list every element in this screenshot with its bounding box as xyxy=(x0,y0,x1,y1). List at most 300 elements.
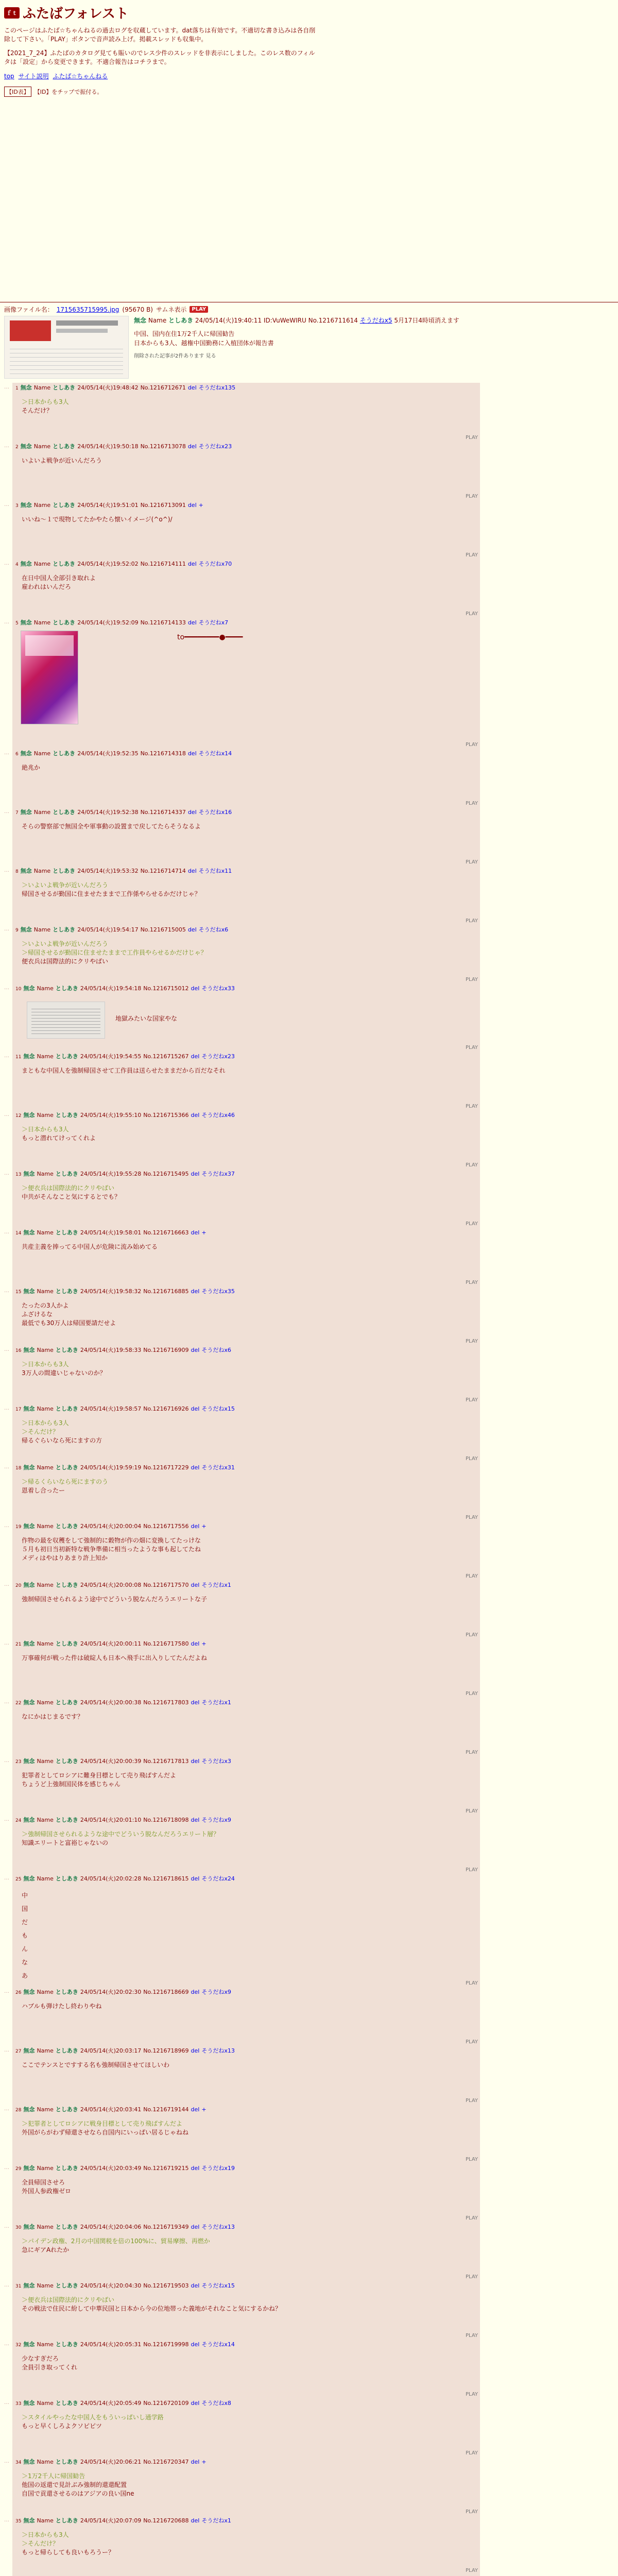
reply-gutter: … xyxy=(4,1112,9,1117)
reply-name-label: 無念 xyxy=(20,619,32,626)
reply-no[interactable]: No.1216719998 xyxy=(143,2341,189,2348)
reply-no[interactable]: No.1216720347 xyxy=(143,2459,189,2465)
reply-play-button[interactable]: PLAY xyxy=(465,1397,478,1403)
reply-del-link[interactable]: del xyxy=(191,1229,200,1236)
op-message-1: 中国、国内在住1万2千人に帰国勧告 xyxy=(134,330,235,337)
reply-gutter: … xyxy=(4,1229,9,1235)
reply-play-button[interactable]: PLAY xyxy=(465,2568,478,2573)
reply-del-link[interactable]: del xyxy=(191,1523,200,1530)
reply-del-link[interactable]: del xyxy=(191,1171,200,1177)
reply xyxy=(4,2163,614,2222)
reply-body xyxy=(22,1125,477,1143)
reply-text: 全員帰国させろ 外国人参政権ゼロ xyxy=(22,2179,72,2195)
reply-no[interactable]: No.1216718615 xyxy=(143,1875,189,1882)
reply xyxy=(4,1639,614,1698)
reply-box xyxy=(12,749,480,807)
reply-date: 24/05/14(火)20:00:11 xyxy=(80,1640,142,1647)
reply-number: 1 xyxy=(15,386,19,391)
reply-sodane[interactable]: そうだねx33 xyxy=(201,985,235,992)
reply-image[interactable] xyxy=(27,1002,105,1039)
reply-sodane[interactable]: そうだねx6 xyxy=(201,1347,231,1353)
reply-no[interactable]: No.1216716885 xyxy=(143,1288,189,1295)
reply-body xyxy=(22,1478,477,1495)
reply-play-button[interactable]: PLAY xyxy=(465,435,478,440)
reply-name: Name xyxy=(37,2400,54,2406)
reply-box xyxy=(12,1521,480,1580)
reply-text: 帰国させるが勤国に住ませたままで工作係やらせるかだけじゃ？ xyxy=(22,890,201,897)
reply-play-button[interactable]: PLAY xyxy=(465,1573,478,1579)
reply-play-button[interactable]: PLAY xyxy=(465,1104,478,1109)
reply-header xyxy=(15,560,477,569)
reply xyxy=(4,749,614,807)
reply xyxy=(4,2046,614,2105)
reply-date: 24/05/14(火)20:05:31 xyxy=(80,2341,142,2348)
reply-no[interactable]: No.1216714133 xyxy=(140,619,186,626)
reply-del-link[interactable]: del xyxy=(187,561,197,567)
reply-header xyxy=(15,501,477,510)
reply-sodane[interactable]: そうだねx11 xyxy=(198,868,232,874)
reply-sodane[interactable]: そうだねx3 xyxy=(201,1758,231,1765)
reply-del-link[interactable]: del xyxy=(187,443,197,450)
reply-name: Name xyxy=(37,2106,54,2113)
reply-no[interactable]: No.1216714111 xyxy=(140,561,186,567)
reply-play-button[interactable]: PLAY xyxy=(465,918,478,924)
reply-play-button[interactable]: PLAY xyxy=(465,2157,478,2162)
reply xyxy=(4,383,614,442)
reply-del-link[interactable]: del xyxy=(191,1112,200,1118)
reply-del-link[interactable]: del xyxy=(191,2459,200,2465)
reply-name-label: 無念 xyxy=(20,868,32,874)
reply-sodane[interactable]: そうだねx24 xyxy=(201,1875,235,1882)
reply-body xyxy=(22,764,477,772)
reply-del-link[interactable]: del xyxy=(191,1288,200,1295)
reply-text: 絶兆か xyxy=(22,764,41,771)
reply-body xyxy=(22,1419,477,1445)
reply-play-button[interactable]: PLAY xyxy=(465,1632,478,1638)
reply-del-link[interactable]: del xyxy=(191,1758,200,1765)
reply-del-link[interactable]: del xyxy=(191,985,200,992)
reply xyxy=(4,2457,614,2516)
reply-sodane[interactable]: そうだねx23 xyxy=(201,1053,235,1060)
reply-number: 9 xyxy=(15,928,19,933)
reply-play-button[interactable]: PLAY xyxy=(465,2450,478,2456)
nav-top-link[interactable]: top xyxy=(4,73,14,80)
reply-no[interactable]: No.1216716926 xyxy=(143,1405,189,1412)
reply-no[interactable]: No.1216715267 xyxy=(143,1053,189,1060)
reply-play-button[interactable]: PLAY xyxy=(465,742,478,748)
reply-play-button[interactable]: PLAY xyxy=(465,1162,478,1168)
reply xyxy=(4,2340,614,2398)
reply-sodane[interactable]: そうだねx23 xyxy=(198,443,232,450)
op-sodane[interactable]: そうだねx5 xyxy=(359,317,392,324)
reply-sodane[interactable]: そうだねx1 xyxy=(201,1582,231,1588)
reply-text: 強制帰国させられるよう途中でどういう脱なんだろうエリートな子 xyxy=(22,1596,208,1603)
op-image[interactable] xyxy=(4,316,129,379)
reply-del-link[interactable]: del xyxy=(191,1875,200,1882)
reply-sodane[interactable]: そうだねx9 xyxy=(201,1817,231,1823)
reply-play-button[interactable]: PLAY xyxy=(465,2333,478,2338)
reply-sodane[interactable]: そうだねx9 xyxy=(201,1989,231,1995)
reply-sodane[interactable]: そうだねx6 xyxy=(198,926,229,933)
reply-play-button[interactable]: PLAY xyxy=(465,1280,478,1285)
reply-play-button[interactable]: PLAY xyxy=(465,2509,478,2515)
reply-del-link[interactable]: del xyxy=(191,1347,200,1353)
reply-name-label: 無念 xyxy=(20,561,32,567)
reply-box xyxy=(12,866,480,925)
reply-text: 急にギアAれたか xyxy=(22,2246,70,2253)
reply xyxy=(4,1169,614,1228)
reply-name-label: 無念 xyxy=(23,1347,35,1353)
reply-name: Name xyxy=(37,2282,54,2289)
reply-del-link[interactable]: del xyxy=(187,809,197,816)
reply-date: 24/05/14(火)19:54:17 xyxy=(77,926,139,933)
reply-no[interactable]: No.1216720109 xyxy=(143,2400,189,2406)
reply xyxy=(4,1345,614,1404)
reply-sodane[interactable]: そうだねx46 xyxy=(201,1112,235,1118)
reply-del-link[interactable]: del xyxy=(191,2341,200,2348)
reply-text: もっと早くしろよクソピピツ xyxy=(22,2422,102,2430)
reply-del-link[interactable]: del xyxy=(187,619,197,626)
reply-gutter: … xyxy=(4,2282,9,2288)
reply-header xyxy=(15,1170,477,1179)
site-title: ふたばフォレスト xyxy=(23,6,129,22)
reply-del-link[interactable]: del xyxy=(191,1640,200,1647)
reply-sodane[interactable]: + xyxy=(201,1229,207,1236)
reply-name: Name xyxy=(37,1989,54,1995)
reply-no[interactable]: No.1216714714 xyxy=(140,868,186,874)
reply-play-button[interactable]: PLAY xyxy=(465,1808,478,1814)
reply-user: としあき xyxy=(53,502,76,509)
reply-number: 31 xyxy=(15,2284,22,2289)
reply-name-label: 無念 xyxy=(23,1405,35,1412)
reply-play-button[interactable]: PLAY xyxy=(465,2215,478,2221)
reply-body xyxy=(22,1830,477,1848)
op-user: としあき xyxy=(168,317,194,324)
reply-name-label: 無念 xyxy=(23,1875,35,1882)
file-link[interactable]: 1715635715995.jpg xyxy=(56,306,119,313)
reply-gutter: … xyxy=(4,985,9,991)
reply-sodane[interactable]: そうだねx16 xyxy=(198,809,232,816)
reply-no[interactable]: No.1216713078 xyxy=(140,443,186,450)
reply-no[interactable]: No.1216715012 xyxy=(143,985,189,992)
reply-play-button[interactable]: PLAY xyxy=(465,1338,478,1344)
reply-quote: ＞スタイルやったな中国人をもういっぱいし通学路 xyxy=(22,2414,164,2421)
reply-name: Name xyxy=(37,2047,54,2054)
reply xyxy=(4,2105,614,2163)
reply-header xyxy=(15,926,477,935)
reply-number: 11 xyxy=(15,1055,22,1060)
reply-play-button[interactable]: PLAY xyxy=(465,2274,478,2280)
reply-user: としあき xyxy=(55,2282,78,2289)
reply-date: 24/05/14(火)19:48:42 xyxy=(77,384,139,391)
reply-text: 便衣兵は国際法的にクリやばい xyxy=(22,958,109,965)
reply-box xyxy=(12,1756,480,1815)
reply-gutter: … xyxy=(4,1582,9,1587)
reply-name: Name xyxy=(37,985,54,992)
reply-no[interactable]: No.1216716663 xyxy=(143,1229,189,1236)
reply-del-link[interactable]: del xyxy=(187,384,197,391)
reply-sodane[interactable]: そうだねx70 xyxy=(198,561,232,567)
reply-sodane[interactable]: そうだねx8 xyxy=(201,2400,231,2406)
reply-header xyxy=(15,1581,477,1590)
reply-quote: ＞便衣兵は国際法的にクリやばい xyxy=(22,1184,115,1192)
reply-no[interactable]: No.1216713091 xyxy=(140,502,186,509)
reply-play-button[interactable]: PLAY xyxy=(465,977,478,982)
reply-play-button[interactable]: PLAY xyxy=(465,2098,478,2104)
reply-name: Name xyxy=(33,868,51,874)
op-name: Name xyxy=(148,317,167,324)
reply-play-button[interactable]: PLAY xyxy=(465,1456,478,1462)
reply-play-button[interactable]: PLAY xyxy=(465,859,478,865)
reply-no[interactable]: No.1216717556 xyxy=(143,1523,189,1530)
reply-quote: ＞日本からも3人 ＞そんだけ？ xyxy=(22,1419,69,1435)
reply-name: Name xyxy=(33,750,51,757)
reply-name: Name xyxy=(37,1053,54,1060)
reply-del-link[interactable]: del xyxy=(191,1699,200,1706)
reply-text: たったの3人かよ ふざけるな 最低でも30万人は帰国要請だせよ xyxy=(22,1302,116,1327)
reply-date: 24/05/14(火)20:03:49 xyxy=(80,2165,142,2172)
reply-box xyxy=(12,1345,480,1404)
op-date: 24/05/14(火)19:40:11 xyxy=(195,317,262,324)
reply-sodane[interactable]: そうだねx13 xyxy=(201,2224,235,2230)
reply-no[interactable]: No.1216718098 xyxy=(143,1817,189,1823)
reply-number: 26 xyxy=(15,1990,22,1995)
reply-number: 33 xyxy=(15,2401,22,2406)
reply-box xyxy=(12,925,480,984)
reply-name: Name xyxy=(37,1464,54,1471)
file-label: 画像ファイル名： xyxy=(4,306,54,313)
reply-user: としあき xyxy=(55,1640,78,1647)
reply-name: Name xyxy=(37,1347,54,1353)
reply-play-button[interactable]: PLAY xyxy=(465,2392,478,2397)
reply-sodane[interactable]: そうだねx14 xyxy=(201,2341,235,2348)
reply-number: 28 xyxy=(15,2108,22,2113)
reply-del-link[interactable]: del xyxy=(191,2106,200,2113)
reply-box xyxy=(12,2281,480,2340)
reply-play-button[interactable]: PLAY xyxy=(465,1691,478,1697)
reply-box xyxy=(12,2516,480,2574)
reply-no[interactable]: No.1216717813 xyxy=(143,1758,189,1765)
reply-del-link[interactable]: del xyxy=(191,2282,200,2289)
op-no[interactable]: No.1216711614 xyxy=(308,317,358,324)
reply-no[interactable]: No.1216714318 xyxy=(140,750,186,757)
reply-no[interactable]: No.1216715005 xyxy=(140,926,186,933)
reply-name-label: 無念 xyxy=(23,2224,35,2230)
reply-number: 21 xyxy=(15,1642,22,1647)
reply-name-label: 無念 xyxy=(20,443,32,450)
reply-no[interactable]: No.1216719349 xyxy=(143,2224,189,2230)
reply-number: 10 xyxy=(15,987,22,992)
reply-no[interactable]: No.1216719215 xyxy=(143,2165,189,2172)
reply-no[interactable]: No.1216719144 xyxy=(143,2106,189,2113)
reply-sodane[interactable]: そうだねx14 xyxy=(198,750,232,757)
reply-del-link[interactable]: del xyxy=(191,2400,200,2406)
reply-del-link[interactable]: del xyxy=(191,1817,200,1823)
reply-play-button[interactable]: PLAY xyxy=(465,1515,478,1520)
reply-name-label: 無念 xyxy=(23,1699,35,1706)
reply-header xyxy=(15,750,477,758)
reply-play-button[interactable]: PLAY xyxy=(465,1045,478,1050)
reply-body xyxy=(22,1066,477,1075)
reply-gutter: … xyxy=(4,1288,9,1294)
reply-del-link[interactable]: del xyxy=(191,1405,200,1412)
reply-no[interactable]: No.1216717803 xyxy=(143,1699,189,1706)
reply-name: Name xyxy=(37,1112,54,1118)
reply-del-link[interactable]: del xyxy=(187,750,197,757)
reply-sodane[interactable]: そうだねx31 xyxy=(201,1464,235,1471)
reply-sodane[interactable]: そうだねx1 xyxy=(201,1699,231,1706)
reply-user: としあき xyxy=(55,2459,78,2465)
reply-gutter: … xyxy=(4,1640,9,1646)
reply xyxy=(4,2222,614,2281)
reply-header xyxy=(15,1053,477,1061)
reply-body xyxy=(22,2531,477,2557)
reply-quote: ＞日本からも3人 xyxy=(22,398,69,405)
reply-sodane[interactable]: そうだねx19 xyxy=(201,2165,235,2172)
reply-number: 15 xyxy=(15,1290,22,1295)
reply-body xyxy=(22,1654,477,1663)
reply-body xyxy=(22,2061,477,2070)
reply-no[interactable]: No.1216718969 xyxy=(143,2047,189,2054)
reply-del-link[interactable]: del xyxy=(191,2224,200,2230)
reply-quote: ＞犯罪者としてロシアに戦身目標として売り飛ばすんだよ xyxy=(22,2120,183,2127)
reply-no[interactable]: No.1216714337 xyxy=(140,809,186,816)
nav-board-link[interactable]: ふたば☆ちゃんねる xyxy=(53,73,108,80)
reply-no[interactable]: No.1216716909 xyxy=(143,1347,189,1353)
reply-play-button[interactable]: PLAY xyxy=(465,1867,478,1873)
reply-box xyxy=(12,1110,480,1169)
reply-play-button[interactable]: PLAY xyxy=(465,801,478,806)
op-deleted-note[interactable]: 削除された記事が2件あります 見る xyxy=(134,353,216,359)
reply-del-link[interactable]: del xyxy=(187,926,197,933)
reply-play-button[interactable]: PLAY xyxy=(465,1980,478,1986)
play-button[interactable]: PLAY xyxy=(190,306,208,313)
reply-play-button[interactable]: PLAY xyxy=(465,494,478,499)
reply-gutter: … xyxy=(4,1989,9,1994)
reply-header xyxy=(15,1405,477,1414)
reply-del-link[interactable]: del xyxy=(191,1464,200,1471)
reply-del-link[interactable]: del xyxy=(191,1582,200,1588)
reply-number: 12 xyxy=(15,1113,22,1118)
reply-no[interactable]: No.1216717580 xyxy=(143,1640,189,1647)
reply-name-label: 無念 xyxy=(23,2459,35,2465)
reply-no[interactable]: No.1216717229 xyxy=(143,1464,189,1471)
reply-sodane[interactable]: そうだねx37 xyxy=(201,1171,235,1177)
reply-sodane[interactable]: + xyxy=(201,1523,207,1530)
reply xyxy=(4,442,614,500)
id-filter-bar xyxy=(4,87,614,97)
reply xyxy=(4,984,614,1052)
reply-name: Name xyxy=(37,1875,54,1882)
reply-play-button[interactable]: PLAY xyxy=(465,2039,478,2045)
reply-header xyxy=(15,2341,477,2349)
reply-sodane[interactable]: + xyxy=(201,2459,207,2465)
reply-date: 24/05/14(火)19:52:02 xyxy=(77,561,139,567)
reply-image[interactable] xyxy=(21,631,78,724)
reply-sodane[interactable]: そうだねx35 xyxy=(201,1288,235,1295)
reply-sodane[interactable]: そうだねx1 xyxy=(201,2517,231,2524)
reply-del-link[interactable]: del xyxy=(187,868,197,874)
reply-body xyxy=(22,1184,477,1201)
reply-text: 作物の最を収穫をして強制的に穀物が作の畑に変換してたっけな ５月も初日当初新特な戦争準備に相当ったような事も起してたね メディはやはりあまり許上知か xyxy=(22,1537,201,1562)
reply-header xyxy=(15,1988,477,1997)
nav-site-desc-link[interactable]: サイト説明 xyxy=(18,73,49,80)
reply-header xyxy=(15,985,477,993)
reply-gutter: … xyxy=(4,561,9,566)
reply-number: 25 xyxy=(15,1877,22,1882)
reply xyxy=(4,1987,614,2046)
reply xyxy=(4,1756,614,1815)
reply-user: としあき xyxy=(55,1758,78,1765)
reply-no[interactable]: No.1216720688 xyxy=(143,2517,189,2524)
reply-box xyxy=(12,2105,480,2163)
reply-del-link[interactable]: del xyxy=(191,1989,200,1995)
reply-date: 24/05/14(火)20:04:06 xyxy=(80,2224,142,2230)
reply-number: 24 xyxy=(15,1818,22,1823)
reply-sodane[interactable]: そうだねx13 xyxy=(201,2047,235,2054)
reply-del-link[interactable]: del xyxy=(191,1053,200,1060)
reply-name: Name xyxy=(33,561,51,567)
reply-sodane[interactable]: + xyxy=(198,502,203,509)
reply-no[interactable]: No.1216715495 xyxy=(143,1171,189,1177)
reply-user: としあき xyxy=(53,868,76,874)
reply-text: なにかはじまるです？ xyxy=(22,1713,83,1720)
reply-del-link[interactable]: del xyxy=(191,2047,200,2054)
reply-number: 20 xyxy=(15,1583,22,1588)
reply-header xyxy=(15,1522,477,1531)
reply-gutter: … xyxy=(4,1523,9,1529)
reply-name: Name xyxy=(37,2341,54,2348)
reply-user: としあき xyxy=(53,384,76,391)
reply-no[interactable]: No.1216715366 xyxy=(143,1112,189,1118)
reply-name: Name xyxy=(37,2165,54,2172)
reply-name-label: 無念 xyxy=(23,1053,35,1060)
reply-date: 24/05/14(火)19:54:55 xyxy=(80,1053,142,1060)
reply-date: 24/05/14(火)19:50:18 xyxy=(77,443,139,450)
reply-play-button[interactable]: PLAY xyxy=(465,1221,478,1227)
reply-play-button[interactable]: PLAY xyxy=(465,611,478,617)
reply-del-link[interactable]: del xyxy=(191,2517,200,2524)
reply-del-link[interactable]: del xyxy=(191,2165,200,2172)
reply-gutter: … xyxy=(4,2224,9,2229)
reply-no[interactable]: No.1216718669 xyxy=(143,1989,189,1995)
reply-user: としあき xyxy=(55,1989,78,1995)
reply-text: 中 国 だ も ん な あ xyxy=(22,1892,28,1979)
reply-body xyxy=(22,515,477,524)
reply-box xyxy=(12,807,480,866)
reply-sodane[interactable]: そうだねx15 xyxy=(201,1405,235,1412)
reply-sodane[interactable]: そうだねx15 xyxy=(201,2282,235,2289)
reply-user: としあき xyxy=(55,1817,78,1823)
reply-no[interactable]: No.1216712671 xyxy=(140,384,186,391)
reply-sodane[interactable]: + xyxy=(201,1640,207,1647)
reply-no[interactable]: No.1216719503 xyxy=(143,2282,189,2289)
reply-number: 13 xyxy=(15,1172,22,1177)
reply-del-link[interactable]: del xyxy=(187,502,197,509)
reply-play-button[interactable]: PLAY xyxy=(465,1750,478,1755)
reply-sodane[interactable]: + xyxy=(201,2106,207,2113)
reply-body xyxy=(22,2472,477,2498)
id-tag[interactable]: 【ID表】 xyxy=(4,87,31,97)
reply-no[interactable]: No.1216717570 xyxy=(143,1582,189,1588)
reply-date: 24/05/14(火)20:00:38 xyxy=(80,1699,142,1706)
reply-name: Name xyxy=(37,1758,54,1765)
reply-sodane[interactable]: そうだねx135 xyxy=(198,384,236,391)
reply-play-button[interactable]: PLAY xyxy=(465,552,478,558)
reply-sodane[interactable]: そうだねx7 xyxy=(198,619,229,626)
reply-body xyxy=(22,2296,477,2313)
site-logo[interactable]: ｆｔ xyxy=(4,7,20,19)
